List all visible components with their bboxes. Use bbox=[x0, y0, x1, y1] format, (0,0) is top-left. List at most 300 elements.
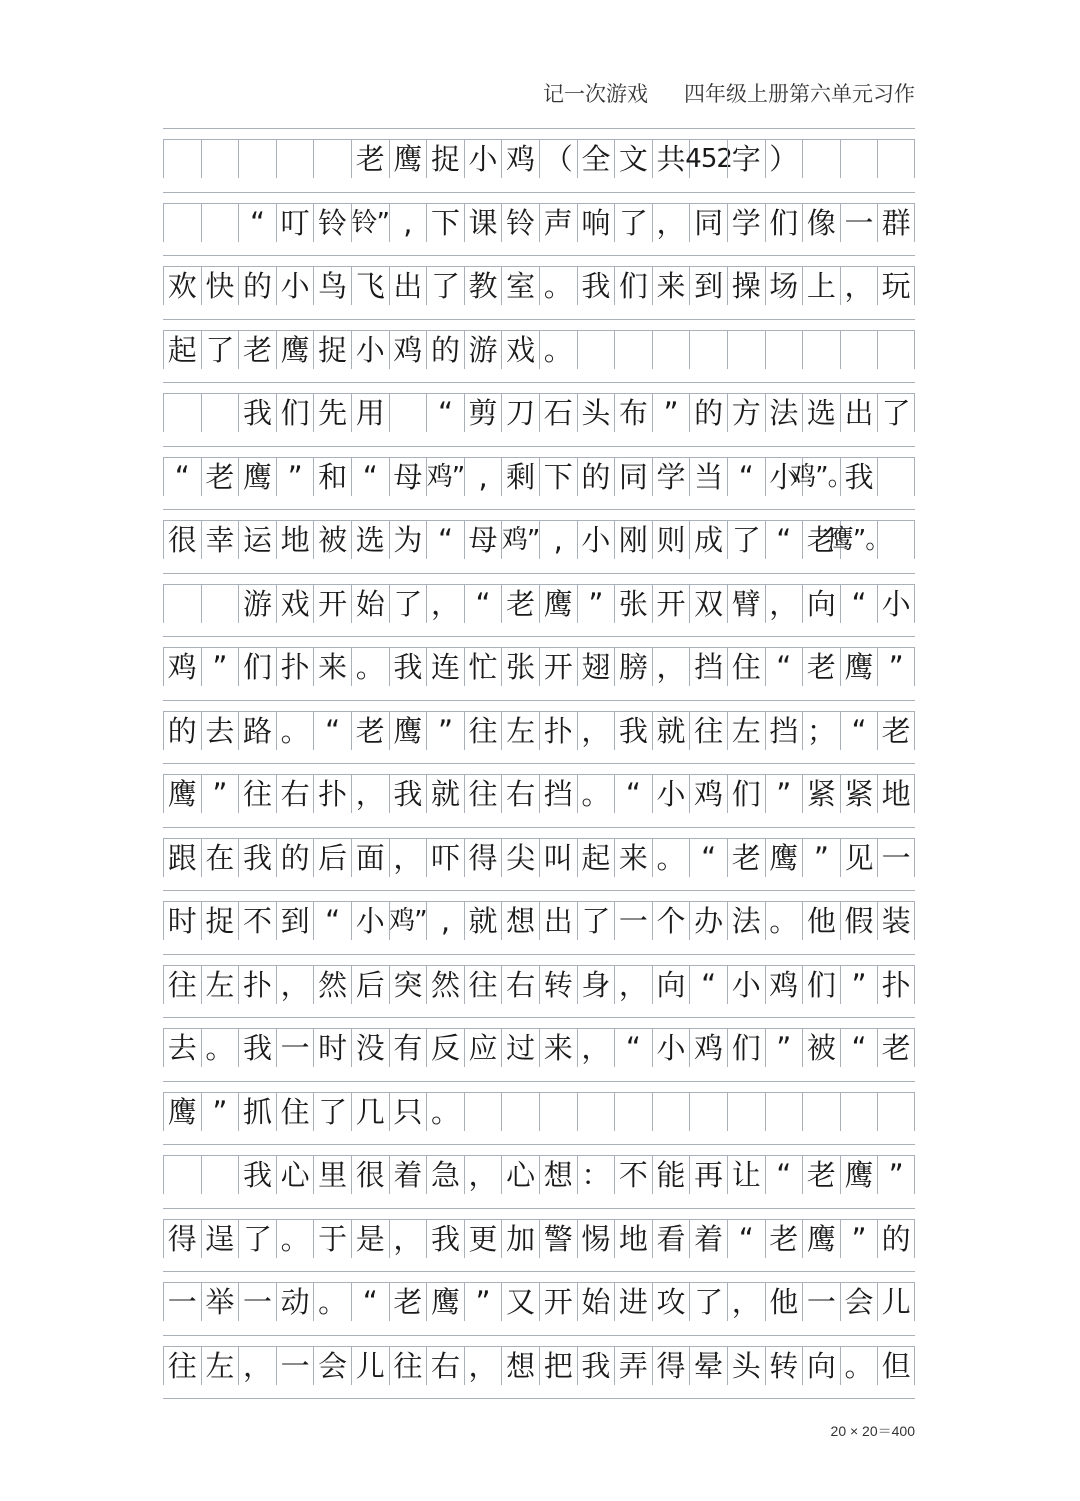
grid-cell bbox=[689, 1093, 727, 1131]
grid-cell: 几 bbox=[351, 1093, 389, 1131]
grid-cell: 扑 bbox=[539, 712, 577, 750]
grid-cell: 很 bbox=[163, 521, 201, 559]
grid-cell: 左 bbox=[501, 712, 539, 750]
grid-cell: 起 bbox=[163, 331, 201, 369]
grid-cell: 很 bbox=[351, 1156, 389, 1194]
grid-cell: 全 bbox=[577, 140, 615, 178]
grid-cell: 又 bbox=[501, 1283, 539, 1321]
grid-cell: 小 bbox=[351, 331, 389, 369]
grid-cell: 法 bbox=[727, 902, 765, 940]
grid-cell: 一 bbox=[238, 1283, 276, 1321]
grid-cell: 用 bbox=[351, 394, 389, 432]
grid-cell: 然 bbox=[313, 966, 351, 1004]
grid-cell: “ bbox=[351, 1283, 389, 1321]
grid-cell: 我 bbox=[238, 1029, 276, 1067]
grid-cell: 挡 bbox=[765, 712, 803, 750]
grid-cell: 地 bbox=[877, 775, 915, 813]
grid-cell: 一 bbox=[276, 1347, 314, 1385]
grid-cell: 得 bbox=[464, 839, 502, 877]
grid-cell: 挡 bbox=[689, 648, 727, 686]
grid-cell: 小 bbox=[652, 775, 690, 813]
grid-row bbox=[163, 140, 915, 178]
grid-cell: 儿 bbox=[877, 1283, 915, 1321]
grid-cell: 小 bbox=[727, 966, 765, 1004]
grid-cell: 一 bbox=[840, 204, 878, 242]
grid-cell: 小 bbox=[877, 585, 915, 623]
grid-cell: 地 bbox=[276, 521, 314, 559]
grid-cell: （ bbox=[539, 140, 577, 178]
grid-cell: ， bbox=[652, 204, 690, 242]
grid-cell: ” bbox=[276, 458, 314, 496]
grid-cell: ” bbox=[577, 585, 615, 623]
grid-cell: 老 bbox=[802, 648, 840, 686]
grid-cell: 教 bbox=[464, 267, 502, 305]
grid-cell: 我 bbox=[426, 1220, 464, 1258]
grid-cell: 身 bbox=[577, 966, 615, 1004]
grid-cell: 翅 bbox=[577, 648, 615, 686]
grid-cell bbox=[313, 140, 351, 178]
grid-cell: 运 bbox=[238, 521, 276, 559]
grid-cell bbox=[539, 1093, 577, 1131]
grid-cell: 他 bbox=[765, 1283, 803, 1321]
grid-cell: 左 bbox=[201, 1347, 239, 1385]
grid-spacer bbox=[163, 1017, 915, 1029]
grid-cell: 就 bbox=[464, 902, 502, 940]
grid-cell: 被 bbox=[313, 521, 351, 559]
grid-cell: 小 bbox=[276, 267, 314, 305]
grid-cell: 往 bbox=[464, 966, 502, 1004]
grid-row bbox=[163, 1220, 915, 1258]
grid-cell: 抓 bbox=[238, 1093, 276, 1131]
grid-cell: , bbox=[464, 458, 502, 496]
grid-cell: “ bbox=[426, 394, 464, 432]
grid-cell bbox=[276, 140, 314, 178]
grid-cell: 挡 bbox=[539, 775, 577, 813]
grid-cell: , bbox=[539, 521, 577, 559]
grid-cell: 了 bbox=[389, 585, 427, 623]
grid-cell: ， bbox=[389, 1220, 427, 1258]
grid-cell: 老 bbox=[501, 585, 539, 623]
grid-cell: 吓 bbox=[426, 839, 464, 877]
grid-spacer bbox=[163, 1208, 915, 1220]
grid-cell: 尖 bbox=[501, 839, 539, 877]
grid-cell: 在 bbox=[201, 839, 239, 877]
grid-cell: 同 bbox=[614, 458, 652, 496]
grid-cell: 会 bbox=[840, 1283, 878, 1321]
grid-cell: 。 bbox=[539, 331, 577, 369]
grid-cell: 往 bbox=[464, 712, 502, 750]
grid-cell: 反 bbox=[426, 1029, 464, 1067]
grid-cell: ， bbox=[727, 1283, 765, 1321]
composition-grid bbox=[163, 128, 915, 1399]
grid-cell: ， bbox=[577, 712, 615, 750]
grid-cell: 鹰 bbox=[238, 458, 276, 496]
grid-cell: 儿 bbox=[351, 1347, 389, 1385]
grid-cell: 老 bbox=[802, 1156, 840, 1194]
grid-cell: 出 bbox=[389, 267, 427, 305]
grid-row bbox=[163, 204, 915, 242]
grid-cell: 鸟 bbox=[313, 267, 351, 305]
grid-cell: 心 bbox=[276, 1156, 314, 1194]
grid-cell: 逞 bbox=[201, 1220, 239, 1258]
grid-cell: 时 bbox=[163, 902, 201, 940]
grid-spacer bbox=[163, 1335, 915, 1347]
page-header bbox=[543, 78, 915, 114]
grid-cell: 应 bbox=[464, 1029, 502, 1067]
grid-cell: ； bbox=[802, 712, 840, 750]
grid-cell: 有 bbox=[389, 1029, 427, 1067]
grid-cell: , bbox=[389, 204, 427, 242]
grid-cell: 选 bbox=[802, 394, 840, 432]
grid-cell: 头 bbox=[727, 1347, 765, 1385]
grid-cell bbox=[163, 204, 201, 242]
grid-spacer bbox=[163, 128, 915, 140]
grid-cell: 欢 bbox=[163, 267, 201, 305]
grid-cell: 先 bbox=[313, 394, 351, 432]
grid-cell: 游 bbox=[464, 331, 502, 369]
unit-label: 四年级上册第六单元习作 bbox=[684, 82, 915, 106]
grid-cell: 地 bbox=[614, 1220, 652, 1258]
grid-bottom-line bbox=[163, 1398, 915, 1399]
grid-cell bbox=[802, 1093, 840, 1131]
grid-cell: 一 bbox=[802, 1283, 840, 1321]
grid-cell: 鸡” bbox=[389, 902, 427, 940]
grid-cell: 。 bbox=[840, 1347, 878, 1385]
grid-cell: “ bbox=[464, 585, 502, 623]
grid-cell: 动 bbox=[276, 1283, 314, 1321]
grid-cell: 我 bbox=[389, 648, 427, 686]
grid-cell bbox=[201, 394, 239, 432]
grid-cell: 字 bbox=[727, 140, 765, 178]
grid-cell: 着 bbox=[389, 1156, 427, 1194]
grid-cell: 右 bbox=[276, 775, 314, 813]
grid-spacer bbox=[163, 319, 915, 331]
grid-cell: 。 bbox=[201, 1029, 239, 1067]
grid-cell: 戏 bbox=[276, 585, 314, 623]
grid-cell: 往 bbox=[163, 966, 201, 1004]
grid-cell: 鸡 bbox=[689, 775, 727, 813]
grid-cell: 的 bbox=[276, 839, 314, 877]
grid-cell: ） bbox=[765, 140, 803, 178]
grid-cell: 鹰 bbox=[539, 585, 577, 623]
grid-cell: 铃” bbox=[351, 204, 389, 242]
grid-cell: 鸡 bbox=[501, 140, 539, 178]
grid-cell: 鸡 bbox=[689, 1029, 727, 1067]
grid-cell bbox=[840, 140, 878, 178]
grid-cell: ” bbox=[840, 1220, 878, 1258]
grid-cell: 惕 bbox=[577, 1220, 615, 1258]
grid-cell: ” bbox=[201, 1093, 239, 1131]
grid-cell bbox=[201, 204, 239, 242]
grid-spacer bbox=[163, 1081, 915, 1093]
grid-cell: 转 bbox=[765, 1347, 803, 1385]
grid-spacer bbox=[163, 763, 915, 775]
grid-cell: 小 bbox=[577, 521, 615, 559]
grid-cell: ， bbox=[464, 1156, 502, 1194]
grid-cell: 臂 bbox=[727, 585, 765, 623]
grid-cell bbox=[577, 331, 615, 369]
grid-cell: “ bbox=[727, 1220, 765, 1258]
grid-cell bbox=[501, 1093, 539, 1131]
grid-cell: 老 bbox=[201, 458, 239, 496]
grid-cell: 了 bbox=[313, 1093, 351, 1131]
grid-cell: 课 bbox=[464, 204, 502, 242]
grid-cell: 了 bbox=[614, 204, 652, 242]
grid-cell: 的 bbox=[877, 1220, 915, 1258]
grid-cell: 幸 bbox=[201, 521, 239, 559]
grid-cell: “ bbox=[689, 966, 727, 1004]
grid-cell: 始 bbox=[351, 585, 389, 623]
grid-cell: 住 bbox=[276, 1093, 314, 1131]
grid-row bbox=[163, 839, 915, 877]
grid-cell: 叫 bbox=[539, 839, 577, 877]
grid-cell: 学 bbox=[727, 204, 765, 242]
grid-cell: 快 bbox=[201, 267, 239, 305]
grid-cell: 往 bbox=[163, 1347, 201, 1385]
grid-cell: 起 bbox=[577, 839, 615, 877]
grid-cell: 时 bbox=[313, 1029, 351, 1067]
grid-cell: 小 bbox=[351, 902, 389, 940]
grid-cell: 母 bbox=[464, 521, 502, 559]
grid-cell bbox=[238, 140, 276, 178]
grid-cell: 想 bbox=[501, 902, 539, 940]
grid-cell: 鹰”。 bbox=[840, 521, 878, 559]
grid-cell: 老 bbox=[351, 140, 389, 178]
grid-cell: 转 bbox=[539, 966, 577, 1004]
grid-cell: 群 bbox=[877, 204, 915, 242]
grid-cell: 鹰 bbox=[163, 775, 201, 813]
grid-cell: ” bbox=[877, 1156, 915, 1194]
grid-spacer bbox=[163, 636, 915, 648]
grid-cell: 鸡”。 bbox=[802, 458, 840, 496]
grid-cell: 。 bbox=[652, 839, 690, 877]
grid-cell: ， bbox=[238, 1347, 276, 1385]
grid-spacer bbox=[163, 827, 915, 839]
grid-cell: 双 bbox=[689, 585, 727, 623]
grid-cell: 452 bbox=[689, 140, 727, 178]
grid-cell: 头 bbox=[577, 394, 615, 432]
grid-cell bbox=[464, 1093, 502, 1131]
grid-spacer bbox=[163, 573, 915, 585]
grid-cell: 捉 bbox=[426, 140, 464, 178]
grid-cell: 老 bbox=[351, 712, 389, 750]
grid-cell: 攻 bbox=[652, 1283, 690, 1321]
grid-cell: ， bbox=[652, 648, 690, 686]
grid-cell: ， bbox=[426, 585, 464, 623]
grid-cell: 戏 bbox=[501, 331, 539, 369]
grid-cell: 同 bbox=[689, 204, 727, 242]
grid-spacer bbox=[163, 890, 915, 902]
grid-cell: 的 bbox=[689, 394, 727, 432]
grid-cell bbox=[802, 140, 840, 178]
grid-cell: 只 bbox=[389, 1093, 427, 1131]
grid-cell: 连 bbox=[426, 648, 464, 686]
grid-cell: ” bbox=[840, 966, 878, 1004]
grid-cell: 。 bbox=[276, 1220, 314, 1258]
grid-row bbox=[163, 585, 915, 623]
grid-cell: 则 bbox=[652, 521, 690, 559]
grid-cell: 不 bbox=[238, 902, 276, 940]
grid-cell: 再 bbox=[689, 1156, 727, 1194]
grid-cell: 里 bbox=[313, 1156, 351, 1194]
grid-cell bbox=[727, 331, 765, 369]
grid-cell: 上 bbox=[802, 267, 840, 305]
grid-cell: 母 bbox=[389, 458, 427, 496]
grid-spacer bbox=[163, 509, 915, 521]
grid-cell: 见 bbox=[840, 839, 878, 877]
grid-cell: 了 bbox=[238, 1220, 276, 1258]
grid-cell: 往 bbox=[464, 775, 502, 813]
grid-cell: 向 bbox=[652, 966, 690, 1004]
grid-cell: 老 bbox=[727, 839, 765, 877]
grid-cell: 去 bbox=[201, 712, 239, 750]
grid-cell: 跟 bbox=[163, 839, 201, 877]
grid-cell: 剪 bbox=[464, 394, 502, 432]
grid-cell: “ bbox=[765, 1156, 803, 1194]
grid-cell: 警 bbox=[539, 1220, 577, 1258]
grid-cell: 选 bbox=[351, 521, 389, 559]
grid-cell: 扑 bbox=[238, 966, 276, 1004]
grid-cell: “ bbox=[313, 712, 351, 750]
grid-cell bbox=[840, 331, 878, 369]
grid-cell: ” bbox=[426, 712, 464, 750]
grid-cell: 们 bbox=[802, 966, 840, 1004]
grid-cell: 他 bbox=[802, 902, 840, 940]
grid-cell: 然 bbox=[426, 966, 464, 1004]
grid-cell: 我 bbox=[840, 458, 878, 496]
grid-cell: 弄 bbox=[614, 1347, 652, 1385]
grid-cell: 出 bbox=[539, 902, 577, 940]
grid-cell: 我 bbox=[238, 394, 276, 432]
grid-cell: “ bbox=[765, 521, 803, 559]
grid-cell: “ bbox=[614, 1029, 652, 1067]
grid-cell: 一 bbox=[163, 1283, 201, 1321]
grid-cell: 是 bbox=[351, 1220, 389, 1258]
grid-cell: 们 bbox=[765, 204, 803, 242]
grid-spacer bbox=[163, 382, 915, 394]
grid-cell: 不 bbox=[614, 1156, 652, 1194]
grid-row bbox=[163, 775, 915, 813]
grid-cell: 后 bbox=[351, 966, 389, 1004]
grid-cell: 我 bbox=[577, 267, 615, 305]
grid-cell: 路 bbox=[238, 712, 276, 750]
grid-cell: 右 bbox=[501, 775, 539, 813]
grid-cell: 鹰 bbox=[802, 1220, 840, 1258]
grid-cell: 我 bbox=[238, 1156, 276, 1194]
grid-cell bbox=[163, 1156, 201, 1194]
grid-spacer bbox=[163, 700, 915, 712]
grid-cell: 鹰 bbox=[276, 331, 314, 369]
grid-cell: “ bbox=[840, 712, 878, 750]
grid-cell bbox=[840, 1093, 878, 1131]
grid-cell: 开 bbox=[652, 585, 690, 623]
grid-cell: 但 bbox=[877, 1347, 915, 1385]
grid-cell bbox=[201, 140, 239, 178]
grid-cell: 扑 bbox=[877, 966, 915, 1004]
grid-cell: ” bbox=[765, 1029, 803, 1067]
grid-cell: 得 bbox=[163, 1220, 201, 1258]
grid-cell: 我 bbox=[389, 775, 427, 813]
grid-cell: 们 bbox=[238, 648, 276, 686]
grid-cell: 鹰 bbox=[389, 712, 427, 750]
grid-spacer bbox=[163, 446, 915, 458]
grid-cell: 左 bbox=[201, 966, 239, 1004]
grid-cell bbox=[877, 140, 915, 178]
grid-cell: 突 bbox=[389, 966, 427, 1004]
grid-spacer bbox=[163, 1144, 915, 1156]
grid-cell: 到 bbox=[689, 267, 727, 305]
grid-row bbox=[163, 521, 915, 559]
grid-cell: 我 bbox=[577, 1347, 615, 1385]
grid-cell: 我 bbox=[238, 839, 276, 877]
grid-cell: ： bbox=[577, 1156, 615, 1194]
grid-cell: 来 bbox=[652, 267, 690, 305]
grid-cell: 鸡 bbox=[389, 331, 427, 369]
grid-cell: 鸡” bbox=[426, 458, 464, 496]
grid-cell: 想 bbox=[501, 1347, 539, 1385]
grid-cell: 。 bbox=[351, 648, 389, 686]
grid-cell: 鹰 bbox=[840, 1156, 878, 1194]
grid-row bbox=[163, 458, 915, 496]
grid-cell: 为 bbox=[389, 521, 427, 559]
grid-cell: 假 bbox=[840, 902, 878, 940]
grid-cell: 小 bbox=[765, 458, 803, 496]
grid-cell: 老 bbox=[877, 1029, 915, 1067]
grid-cell: 布 bbox=[614, 394, 652, 432]
grid-cell bbox=[877, 1093, 915, 1131]
grid-cell: 老 bbox=[877, 712, 915, 750]
grid-cell: “ bbox=[313, 902, 351, 940]
grid-cell bbox=[689, 331, 727, 369]
grid-cell: 老 bbox=[765, 1220, 803, 1258]
grid-row bbox=[163, 1093, 915, 1131]
grid-cell: 成 bbox=[689, 521, 727, 559]
grid-cell: 室 bbox=[501, 267, 539, 305]
grid-row bbox=[163, 1347, 915, 1385]
grid-cell: 下 bbox=[426, 204, 464, 242]
grid-cell: 鸡” bbox=[501, 521, 539, 559]
grid-row bbox=[163, 394, 915, 432]
grid-cell: “ bbox=[238, 204, 276, 242]
grid-cell: 老 bbox=[389, 1283, 427, 1321]
grid-cell: 法 bbox=[765, 394, 803, 432]
grid-cell: 就 bbox=[652, 712, 690, 750]
grid-cell: ” bbox=[464, 1283, 502, 1321]
grid-row bbox=[163, 712, 915, 750]
grid-cell: 老 bbox=[802, 521, 840, 559]
grid-cell: 操 bbox=[727, 267, 765, 305]
grid-cell: “ bbox=[840, 585, 878, 623]
grid-cell bbox=[614, 331, 652, 369]
grid-cell: 刀 bbox=[501, 394, 539, 432]
grid-cell: 剩 bbox=[501, 458, 539, 496]
grid-cell: 们 bbox=[276, 394, 314, 432]
grid-cell: , bbox=[426, 902, 464, 940]
grid-cell: 石 bbox=[539, 394, 577, 432]
grid-cell: 右 bbox=[426, 1347, 464, 1385]
grid-cell: 到 bbox=[276, 902, 314, 940]
grid-cell: 当 bbox=[689, 458, 727, 496]
grid-cell: 们 bbox=[614, 267, 652, 305]
grid-cell bbox=[652, 331, 690, 369]
grid-cell: ， bbox=[276, 966, 314, 1004]
grid-cell: 能 bbox=[652, 1156, 690, 1194]
grid-cell: 了 bbox=[727, 521, 765, 559]
grid-cell: “ bbox=[351, 458, 389, 496]
grid-cell: 开 bbox=[313, 585, 351, 623]
grid-cell: 。 bbox=[313, 1283, 351, 1321]
grid-cell: 捉 bbox=[201, 902, 239, 940]
